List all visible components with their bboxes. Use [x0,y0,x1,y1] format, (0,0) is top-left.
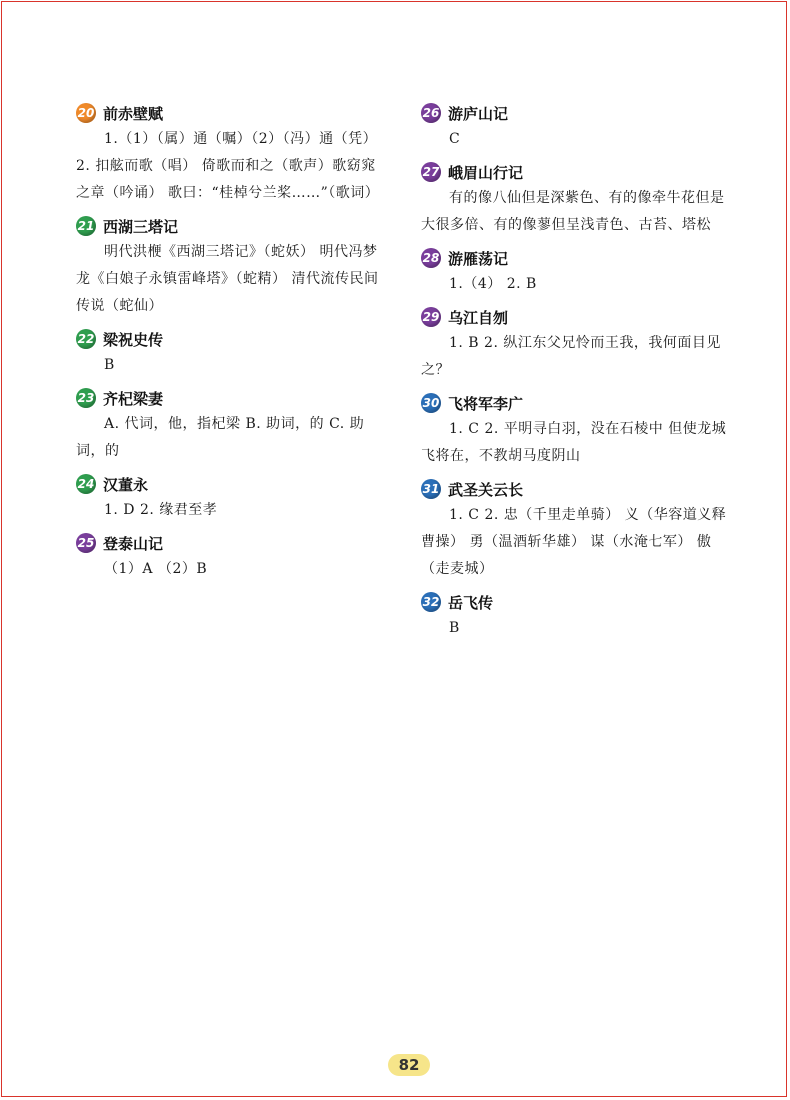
page-frame [1,1,787,1097]
answer-item-25 [76,530,386,583]
answer-item-21 [76,213,386,320]
item-number-badge: 29 [421,307,441,327]
item-title: 峨眉山行记 [448,163,524,182]
answer-line: 1. D 2. 缘君至孝 [104,502,218,518]
item-number-badge: 30 [421,393,441,413]
right-column [421,100,733,648]
answer-line: 1.（4） 2. B [449,276,537,292]
item-title: 齐杞梁妻 [103,389,164,408]
answer-line: A. 代词，他，指杞梁 B. 助词，的 C. 助词，的 [76,416,365,459]
answer-item-31 [421,476,733,583]
item-number-badge: 28 [421,248,441,268]
page-number: 82 [388,1054,430,1076]
item-number-badge: 32 [421,592,441,612]
answer-line: 有的像八仙但是深紫色、有的像牵牛花但是大很多倍、有的像蓼但呈浅青色、古苔、塔松 [421,190,725,233]
answer-line: 1.（1）（属）通（嘱）（2）（冯）通（凭） [104,131,378,147]
answer-item-26 [421,100,733,153]
item-number-badge: 27 [421,162,441,182]
item-title: 岳飞传 [448,593,494,612]
item-number-badge: 26 [421,103,441,123]
item-number-badge: 22 [76,329,96,349]
item-title: 武圣关云长 [448,480,524,499]
answer-item-28 [421,245,733,298]
item-title: 游雁荡记 [448,249,509,268]
item-title: 梁祝史传 [103,330,164,349]
item-number-badge: 25 [76,533,96,553]
item-number-badge: 31 [421,479,441,499]
answer-line: B [449,620,460,636]
item-number-badge: 21 [76,216,96,236]
answer-line: 1. B 2. 纵江东父兄怜而王我，我何面目见之？ [421,335,721,378]
item-number-badge: 23 [76,388,96,408]
answer-line: 2. 扣舷而歌（唱） 倚歌而和之（歌声）歌窈窕之章（吟诵） 歌曰：“桂棹兮兰桨……”（歌词） [76,158,380,201]
answer-line: 明代洪楩《西湖三塔记》（蛇妖） 明代冯梦龙《白娘子永镇雷峰塔》（蛇精） 清代流传民间传说（蛇仙） [76,244,379,314]
item-title: 登泰山记 [103,534,164,553]
answer-line: （1）A （2）B [104,561,208,577]
answer-item-23 [76,385,386,465]
left-column [76,100,386,589]
item-number-badge: 24 [76,474,96,494]
answer-item-22 [76,326,386,379]
answer-line: C [449,131,461,147]
item-title: 乌江自刎 [448,308,509,327]
answer-line: 1. C 2. 忠（千里走单骑） 义（华容道义释曹操） 勇（温酒斩华雄） 谋（水淹七军） 傲（走麦城） [421,507,727,577]
answer-line: 1. C 2. 平明寻白羽，没在石棱中 但使龙城飞将在，不教胡马度阴山 [421,421,727,464]
item-title: 前赤壁赋 [103,104,164,123]
item-number-badge: 20 [76,103,96,123]
item-title: 西湖三塔记 [103,217,179,236]
item-title: 汉董永 [103,475,149,494]
answer-item-27 [421,159,733,239]
answer-item-30 [421,390,733,470]
answer-item-20 [76,100,386,207]
answer-line: B [104,357,115,373]
item-title: 飞将军李广 [448,394,524,413]
answer-item-29 [421,304,733,384]
item-title: 游庐山记 [448,104,509,123]
answer-item-24 [76,471,386,524]
answer-item-32 [421,589,733,642]
